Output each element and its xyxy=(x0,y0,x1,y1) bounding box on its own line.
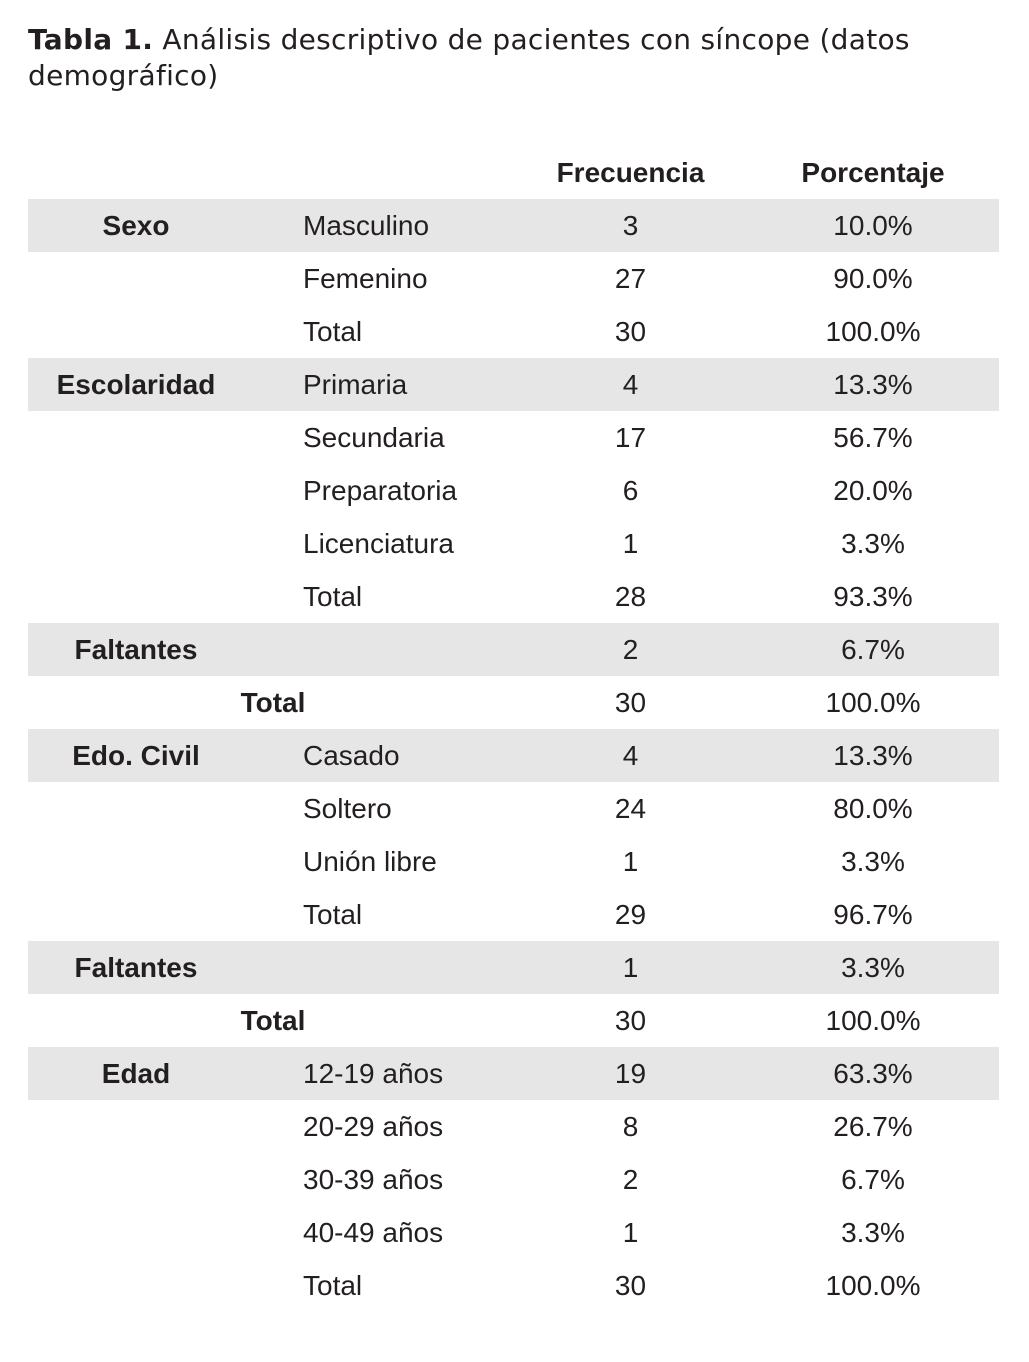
group-label xyxy=(28,835,244,888)
frecuencia-cell: 30 xyxy=(614,1270,647,1301)
porcentaje-cell: 100.0% xyxy=(825,1005,921,1036)
frecuencia-cell: 1 xyxy=(622,528,639,559)
category-label: Unión libre xyxy=(303,846,437,877)
category-label: 30-39 años xyxy=(303,1164,444,1195)
demographics-table xyxy=(28,146,999,1312)
table-row xyxy=(28,782,999,835)
group-label xyxy=(28,252,244,305)
table-row xyxy=(28,941,999,994)
group-label xyxy=(28,411,244,464)
frecuencia-cell: 28 xyxy=(614,581,647,612)
table-row xyxy=(28,570,999,623)
porcentaje-cell: 10.0% xyxy=(833,210,913,241)
category-label: Licenciatura xyxy=(303,528,454,559)
group-label: Escolaridad xyxy=(56,369,216,400)
porcentaje-cell: 100.0% xyxy=(825,1270,921,1301)
frecuencia-cell: 3 xyxy=(622,210,639,241)
porcentaje-cell: 3.3% xyxy=(841,528,905,559)
group-label xyxy=(28,517,244,570)
group-label: Faltantes xyxy=(74,634,198,665)
category-label: 12-19 años xyxy=(303,1058,444,1089)
table-row xyxy=(28,305,999,358)
frecuencia-cell: 17 xyxy=(614,422,647,453)
frecuencia-cell: 27 xyxy=(614,263,647,294)
category-label: Soltero xyxy=(303,793,392,824)
category-label: 40-49 años xyxy=(303,1217,444,1248)
caption-text: Análisis descriptivo de pacientes con síncope (datos demográfico) xyxy=(28,23,910,92)
group-total-label xyxy=(218,623,328,676)
frecuencia-cell: 4 xyxy=(622,740,639,771)
table-row xyxy=(28,623,999,676)
frecuencia-cell: 1 xyxy=(622,952,639,983)
header-frecuencia: Frecuencia xyxy=(556,157,705,188)
group-label xyxy=(28,464,244,517)
porcentaje-cell: 80.0% xyxy=(833,793,913,824)
group-label: Sexo xyxy=(102,210,170,241)
frecuencia-cell: 8 xyxy=(622,1111,639,1142)
group-label xyxy=(28,994,244,1047)
porcentaje-cell: 3.3% xyxy=(841,952,905,983)
frecuencia-cell: 30 xyxy=(614,316,647,347)
porcentaje-cell: 90.0% xyxy=(833,263,913,294)
frecuencia-cell: 29 xyxy=(614,899,647,930)
group-label xyxy=(28,305,244,358)
group-total-label: Total xyxy=(240,687,306,718)
table-row xyxy=(28,676,999,729)
group-label xyxy=(28,570,244,623)
table-row xyxy=(28,1100,999,1153)
category-label: Casado xyxy=(303,740,400,771)
table-row xyxy=(28,252,999,305)
category-label: Total xyxy=(303,899,363,930)
porcentaje-cell: 100.0% xyxy=(825,687,921,718)
table-row xyxy=(28,358,999,411)
group-total-label xyxy=(218,941,328,994)
group-label xyxy=(28,1153,244,1206)
table-row xyxy=(28,835,999,888)
group-label xyxy=(28,888,244,941)
table-row xyxy=(28,411,999,464)
frecuencia-cell: 30 xyxy=(614,1005,647,1036)
porcentaje-cell: 6.7% xyxy=(841,634,905,665)
category-label: Total xyxy=(303,581,363,612)
table-row xyxy=(28,199,999,252)
frecuencia-cell: 2 xyxy=(622,1164,639,1195)
table-row xyxy=(28,888,999,941)
porcentaje-cell: 96.7% xyxy=(833,899,913,930)
table-row xyxy=(28,517,999,570)
frecuencia-cell: 6 xyxy=(622,475,639,506)
group-total-label: Total xyxy=(240,1005,306,1036)
frecuencia-cell: 1 xyxy=(622,1217,639,1248)
table-header-row xyxy=(28,146,999,199)
group-label: Edo. Civil xyxy=(72,740,200,771)
category-label: 20-29 años xyxy=(303,1111,444,1142)
porcentaje-cell: 3.3% xyxy=(841,1217,905,1248)
category-label: Preparatoria xyxy=(303,475,458,506)
porcentaje-cell: 100.0% xyxy=(825,316,921,347)
category-label: Masculino xyxy=(303,210,430,241)
category-label: Secundaria xyxy=(303,422,445,453)
group-label: Edad xyxy=(101,1058,171,1089)
porcentaje-cell: 3.3% xyxy=(841,846,905,877)
frecuencia-cell: 1 xyxy=(622,846,639,877)
porcentaje-cell: 93.3% xyxy=(833,581,913,612)
porcentaje-cell: 20.0% xyxy=(833,475,913,506)
table-row xyxy=(28,1047,999,1100)
porcentaje-cell: 56.7% xyxy=(833,422,913,453)
frecuencia-cell: 4 xyxy=(622,369,639,400)
table-row xyxy=(28,464,999,517)
porcentaje-cell: 63.3% xyxy=(833,1058,913,1089)
porcentaje-cell: 13.3% xyxy=(833,369,913,400)
frecuencia-cell: 19 xyxy=(614,1058,647,1089)
table-body xyxy=(28,199,999,1312)
porcentaje-cell: 13.3% xyxy=(833,740,913,771)
frecuencia-cell: 24 xyxy=(614,793,647,824)
group-label xyxy=(28,1100,244,1153)
porcentaje-cell: 6.7% xyxy=(841,1164,905,1195)
caption-label: Tabla 1. xyxy=(28,23,154,56)
category-label: Total xyxy=(303,316,363,347)
frecuencia-cell: 30 xyxy=(614,687,647,718)
group-label xyxy=(28,1206,244,1259)
group-label: Faltantes xyxy=(74,952,198,983)
header-porcentaje: Porcentaje xyxy=(801,157,945,188)
table-caption xyxy=(28,22,1003,94)
table-row xyxy=(28,994,999,1047)
category-label: Femenino xyxy=(303,263,428,294)
group-label xyxy=(28,782,244,835)
frecuencia-cell: 2 xyxy=(622,634,639,665)
table-row xyxy=(28,1259,999,1312)
group-label xyxy=(28,1259,244,1312)
table-row xyxy=(28,1153,999,1206)
table-row xyxy=(28,1206,999,1259)
porcentaje-cell: 26.7% xyxy=(833,1111,913,1142)
category-label: Primaria xyxy=(303,369,408,400)
category-label: Total xyxy=(303,1270,363,1301)
table-row xyxy=(28,729,999,782)
group-label xyxy=(28,676,244,729)
